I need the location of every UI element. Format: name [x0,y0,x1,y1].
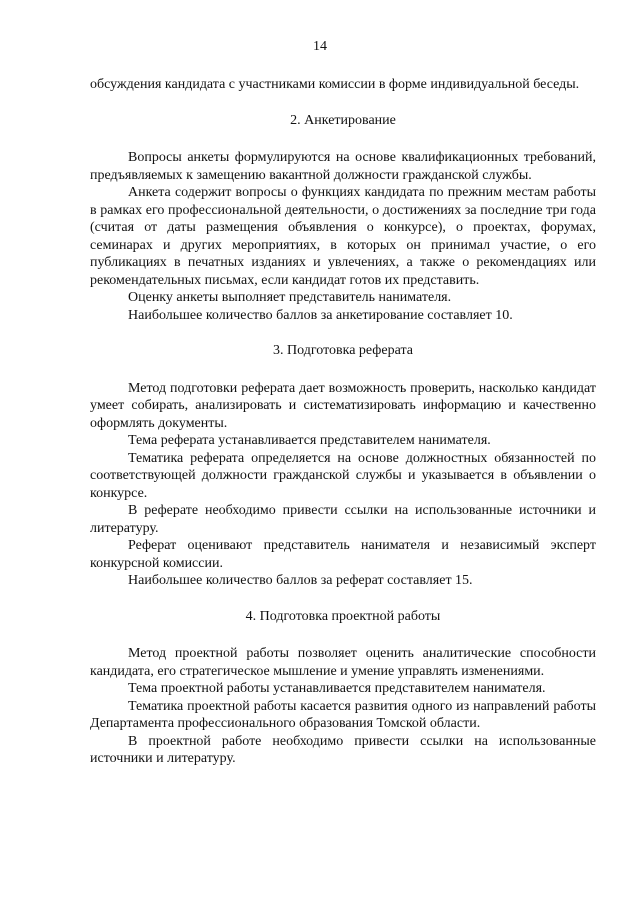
paragraph: В проектной работе необходимо привести ссылки на использованные источники и литературу. [90,733,596,766]
section-heading: 3. Подготовка реферата [273,343,413,358]
paragraph: Тематика проектной работы касается развития одного из направлений работы Департамента профессионального образования Томской области. [90,698,596,731]
paragraph: Анкета содержит вопросы о функциях кандидата по прежним местам работы в рамках его профессиональной деятельности, о достижениях за последние три года (считая от даты размещения объявления о конкурсе), о проектах, форумах, семинарах и других мероприятиях, в которых он принимал участие, о его публикациях в печатных изданиях и увлечениях, а также о рекомендациях или рекомендательных письмах, если кандидат готов их представить. [90,185,596,288]
paragraph: Реферат оценивают представитель нанимателя и независимый эксперт конкурсной комиссии. [90,538,596,571]
paragraph: Вопросы анкеты формулируются на основе квалификационных требований, предъявляемых к замещению вакантной должности гражданской службы. [90,150,596,183]
paragraph: Оценку анкеты выполняет представитель нанимателя. [128,290,452,305]
paragraph: Метод проектной работы позволяет оценить аналитические способности кандидата, его стратегическое мышление и умение управлять изменениями. [90,646,596,679]
page-content [90,76,596,768]
section-questionnaire [90,112,596,325]
paragraph: Тема реферата устанавливается представителем нанимателя. [128,433,491,448]
page-number: 14 [313,39,327,54]
section-heading: 4. Подготовка проектной работы [245,608,441,624]
paragraph: Наибольшее количество баллов за анкетирование составляет 10. [128,307,513,323]
paragraph: Тематика реферата определяется на основе должностных обязанностей по соответствующей должности гражданской службы и указывается в объявлении о конкурсе. [90,450,596,501]
paragraph: Тема проектной работы устанавливается представителем нанимателя. [128,681,546,696]
paragraph: Наибольшее количество баллов за реферат составляет 15. [128,573,473,588]
section-essay [90,342,596,590]
section-heading: 2. Анкетирование [290,112,396,128]
section-project-work [90,608,596,768]
paragraph: Метод подготовки реферата дает возможность проверить, насколько кандидат умеет собирать, анализировать и систематизировать информацию и качественно оформлять документы. [90,380,596,431]
paragraph: В реферате необходимо привести ссылки на использованные источники и литературу. [90,503,596,536]
intro-line: обсуждения кандидата с участниками комиссии в форме индивидуальной беседы. [90,77,580,92]
